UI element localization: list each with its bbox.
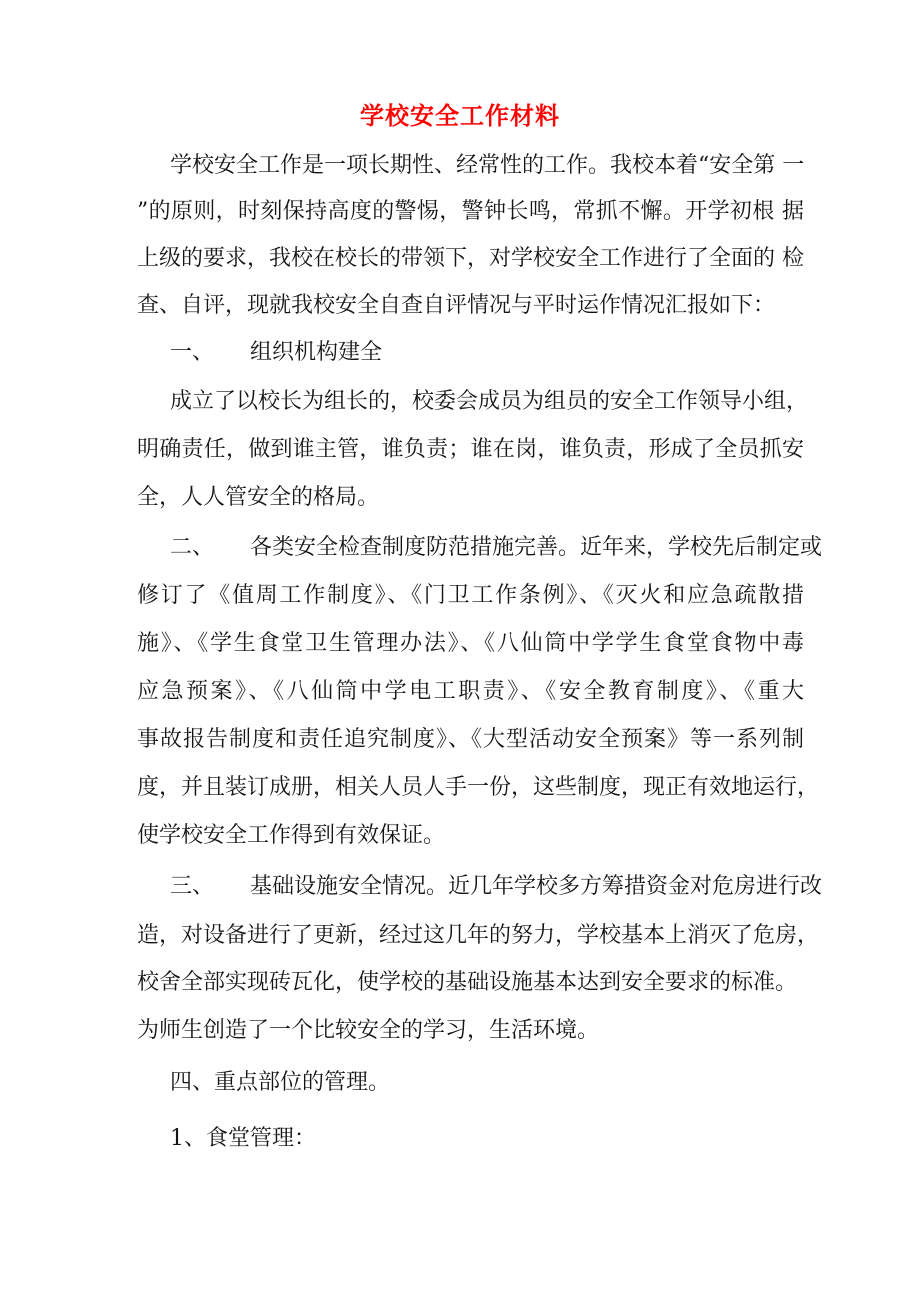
section2-line-2: 施》、《学生食堂卫生管理办法》、《八仙筒中学学生食堂食物中毒 [137, 631, 804, 656]
section2-line-5: 度，并且装订成册，相关人员人手一份，这些制度，现正有效地运行， [137, 775, 820, 800]
section1-number: 一、 [170, 340, 215, 365]
section1-line-2: 明确责任，做到谁主管，谁负责；谁在岗，谁负责，形成了全员抓安 [137, 437, 804, 462]
intro-line-1: 学校安全工作是一项长期性、经常性的工作。我校本着“安全第 一 [170, 153, 805, 178]
section1-line-3: 全，人人管安全的格局。 [137, 485, 380, 510]
section2-line-4: 事故报告制度和责任追究制度》、《大型活动安全预案》等一系列制 [137, 727, 804, 752]
section3-line-2: 校舍全部实现砖瓦化，使学校的基础设施基本达到安全要求的标准。 [137, 970, 798, 995]
section2-heading [170, 533, 823, 563]
section3-line-1: 造，对设备进行了更新，经过这几年的努力，学校基本上消灭了危房， [137, 923, 820, 948]
section4-sub1: 1、食堂管理： [170, 1126, 316, 1151]
section3-heading [170, 872, 822, 902]
section1-heading [170, 338, 382, 368]
section2-first-line: 各类安全检查制度防范措施完善。近年来，学校先后制定或 [250, 535, 823, 560]
section3-first-line: 基础设施安全情况。近几年学校多方筹措资金对危房进行改 [250, 874, 823, 899]
intro-line-4: 查、自评，现就我校安全自查自评情况与平时运作情况汇报如下： [137, 293, 776, 318]
section3-number: 三、 [170, 874, 215, 899]
section2-line-1: 修订了《值周工作制度》、《门卫工作条例》、《灭火和应急疏散措 [137, 583, 804, 608]
intro-line-3: 上级的要求，我校在校长的带领下，对学校安全工作进行了全面的 检 [137, 246, 804, 271]
section3-line-3: 为师生创造了一个比较安全的学习，生活环境。 [137, 1018, 600, 1043]
section2-number: 二、 [170, 535, 215, 560]
section2-line-3: 应急预案》、《八仙筒中学电工职责》、《安全教育制度》、《重大 [137, 679, 804, 704]
document-title: 学校安全工作材料 [360, 102, 560, 130]
section1-line-1: 成立了以校长为组长的，校委会成员为组员的安全工作领导小组， [170, 389, 809, 414]
intro-line-2: ”的原则，时刻保持高度的警惕，警钟长鸣，常抓不懈。开学初根 据 [137, 199, 804, 224]
section4-heading: 四、重点部位的管理。 [170, 1070, 391, 1095]
section1-title: 组织机构建全 [250, 340, 383, 365]
section2-line-6: 使学校安全工作得到有效保证。 [137, 823, 446, 848]
